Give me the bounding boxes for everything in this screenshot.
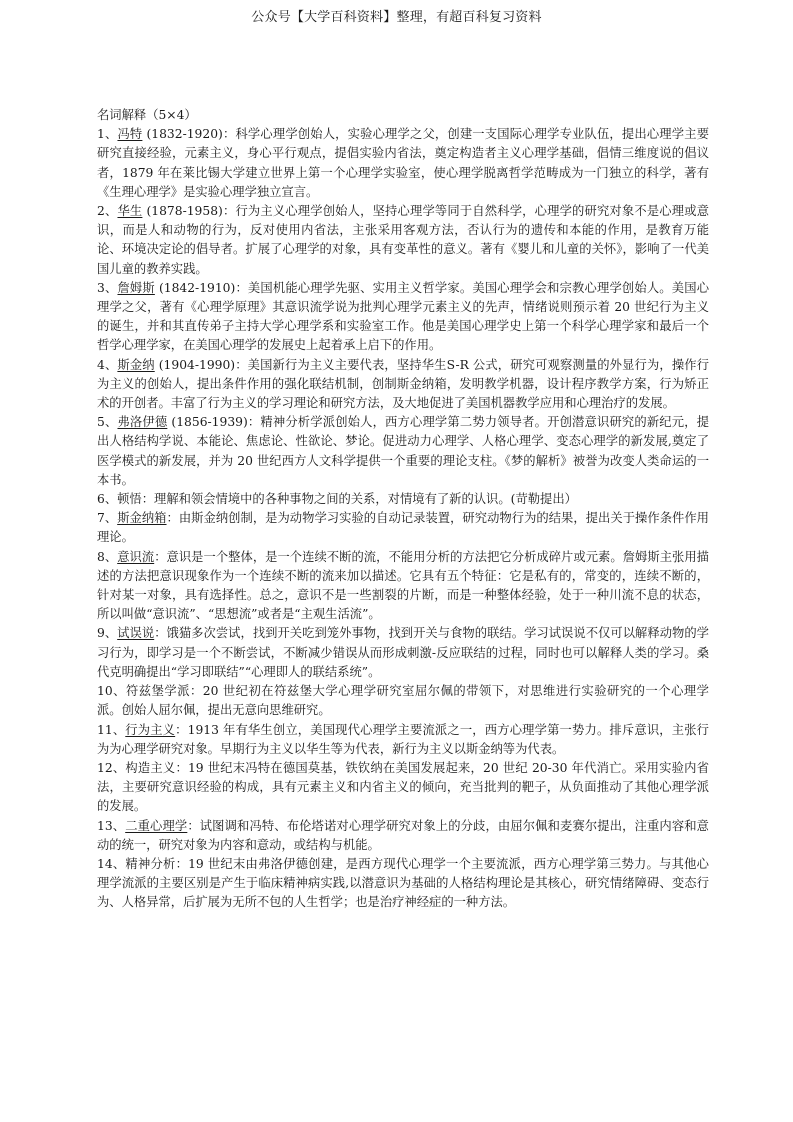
- entry-term: 顿悟: [117, 492, 142, 507]
- entry-term: 试误说: [117, 626, 155, 641]
- entry-number: 7、: [97, 511, 118, 526]
- entry-term: 冯特: [117, 127, 143, 142]
- entry-term: 詹姆斯: [117, 280, 155, 295]
- glossary-entry-4: [97, 356, 709, 414]
- entry-number: 9、: [97, 626, 118, 641]
- entry-description: ：意识是一个整体，是一个连续不断的流，不能用分析的方法把它分析成碎片或元素。詹姆斯主张用描述的方法把意识现象作为一个连续不断的流来加以描述。它具有五个特征：它是私有的，常变的，连续不断的，针对某一对象，具有选择性。总之，意识不是一些割裂的片断，而是一种整体经验，处于一种川流不息的状态，所以叫做“意识流”、“思想流”或者是“主观生活流”。: [97, 549, 709, 622]
- entry-number: 13、: [97, 818, 126, 833]
- glossary-entry-9: [97, 624, 709, 682]
- entry-description: ：饿猫多次尝试，找到开关吃到笼外事物，找到开关与食物的联结。学习试误说不仅可以解释动物的学习行为，即学习是一个不断尝试，不断减少错误从而形成刺激-反应联结的过程，同时也可以解释人类的学习。桑代克明确提出“学习即联结”“心理即人的联结系统”。: [97, 626, 709, 679]
- entry-description: ：试图调和冯特、布伦塔诺对心理学研究对象上的分歧，由屈尔佩和麦赛尔提出，注重内容和意动的统一，研究对象为内容和意动，或结构与机能。: [97, 818, 709, 852]
- entry-description: ：1913 年有华生创立，美国现代心理学主要流派之一，西方心理学第一势力。排斥意识，主张行为为心理学研究对象。早期行为主义以华生等为代表，新行为主义以斯金纳等为代表。: [97, 722, 709, 756]
- glossary-entry-6: [97, 490, 709, 509]
- entry-description: ：19 世纪末冯特在德国莫基，铁钦纳在美国发展起来，20 世纪 20-30 年代消亡。采用实验内省法，主要研究意识经验的构成，具有元素主义和内省主义的倾向，充当批判的靶子，从负面推动了其他心理学派的发展。: [97, 760, 709, 814]
- entry-description: (1832-1920)：科学心理学创始人，实验心理学之父，创建一支国际心理学专业队伍，提出心理学主要研究直接经验，元素主义，身心平行观点，提倡实验内省法，奠定构造者主义心理学基础，倡情三维度说的倡议者，1879 年在莱比锡大学建立世界上第一个心理学实验室，使心理学脱离哲学范畴成为一门独立的科学，著有《生理心理学》是实验心理学独立宣言。: [97, 127, 709, 199]
- glossary-entry-7: [97, 509, 709, 547]
- entry-description: (1842-1910)：美国机能心理学先驱、实用主义哲学家。美国心理学会和宗教心理学创始人。美国心理学之父，著有《心理学原理》其意识流学说为批判心理学元素主义的先声，情绪说则预示着 20 世纪行为主义的诞生，并和其直传弟子主持大学心理学系和实验室工作。他是美国心理学史上第一个科学心理学家和最后一个哲学心理学家，在美国心理学的发展史上起着承上启下的作用。: [97, 280, 709, 353]
- page-header: 公众号【大学百科资料】整理，有超百科复习资料: [251, 10, 542, 25]
- entry-number: 1、: [97, 127, 118, 142]
- entry-term: 斯金纳: [117, 357, 155, 372]
- entry-term: 华生: [117, 204, 143, 219]
- entry-term: 符兹堡学派: [125, 684, 190, 699]
- entry-number: 3、: [97, 280, 118, 295]
- entry-description: ：20 世纪初在符兹堡大学心理学研究室屈尔佩的带领下，对思维进行实验研究的一个心理学派。创始人屈尔佩，提出无意向思维研究。: [97, 684, 709, 718]
- entry-term: 弗洛伊德: [117, 415, 168, 430]
- entry-term: 二重心理学: [125, 818, 188, 833]
- glossary-entry-14: [97, 855, 709, 913]
- entry-description: (1856-1939)：精神分析学派创始人，西方心理学第二势力领导者。开创潜意识研究的新纪元，提出人格结构学说、本能论、焦虑论、性欲论、梦论。促进动力心理学、人格心理学、变态心理学的新发展,奠定了医学模式的新发展，并为 20 世纪西方人文科学提供一个重要的理论支柱。《梦的解析》被誉为改变人类命运的一本书。: [97, 415, 710, 487]
- glossary-entry-5: [97, 413, 709, 490]
- entry-number: 14、: [97, 856, 126, 871]
- entry-number: 6、: [97, 492, 118, 507]
- entry-term: 精神分析: [125, 856, 176, 871]
- entry-description: ：由斯金纳创制，是为动物学习实验的自动记录装置，研究动物行为的结果，提出关于操作条件作用理论。: [97, 511, 709, 545]
- glossary-entry-13: [97, 817, 709, 855]
- entry-number: 11、: [97, 722, 126, 737]
- entry-description: ：19 世纪末由弗洛伊德创建，是西方现代心理学一个主要流派，西方心理学第三势力。与其他心理学流派的主要区别是产生于临床精神病实践,以潜意识为基础的人格结构理论是其核心，研究情绪障碍、变态行为、人格异常，后扩展为无所不包的人生哲学；也是治疗神经症的一种方法。: [97, 856, 709, 910]
- entry-number: 2、: [97, 204, 118, 219]
- entry-description: (1904-1990)：美国新行为主义主要代表，坚持华生S-R 公式，研究可观察测量的外显行为，操作行为主义的创始人，提出条件作用的强化联结机制，创制斯金纳箱，发明教学机器，设计程序教学方案，行为矫正术的开创者。丰富了行为主义的学习理论和研究方法，及大地促进了美国机器教学应用和心理治疗的发展。: [97, 357, 710, 411]
- glossary-entry-3: [97, 279, 709, 356]
- entry-term: 行为主义: [125, 722, 176, 737]
- entry-number: 4、: [97, 357, 118, 372]
- entry-number: 12、: [97, 760, 126, 775]
- glossary-entry-11: [97, 721, 709, 759]
- entry-description: (1878-1958)：行为主义心理学创始人，坚持心理学等同于自然科学，心理学的研究对象不是心理或意识，而是人和动物的行为，反对使用内省法，主张采用客观方法，否认行为的遗传和本能的作用，是教育万能论、环境决定论的倡导者。扩展了心理学的对象，具有变革性的意义。著有《婴儿和儿童的关怀》，影响了一代美国儿童的教养实践。: [97, 204, 709, 276]
- entry-term: 斯金纳箱: [117, 511, 167, 526]
- entry-term: 构造主义: [125, 760, 176, 775]
- document-body: [97, 106, 709, 913]
- entry-description: ：理解和领会情境中的各种事物之间的关系，对情境有了新的认识。(苛勒提出）: [141, 492, 577, 507]
- entry-number: 5、: [97, 415, 118, 430]
- entry-term: 意识流: [117, 549, 155, 564]
- glossary-entry-10: [97, 682, 709, 720]
- glossary-entry-1: [97, 125, 709, 202]
- entry-number: 10、: [97, 684, 126, 699]
- glossary-entry-12: [97, 759, 709, 817]
- glossary-entry-2: [97, 202, 709, 279]
- entry-number: 8、: [97, 549, 118, 564]
- section-title: 名词解释（5×4）: [97, 108, 197, 122]
- glossary-entry-8: [97, 548, 709, 625]
